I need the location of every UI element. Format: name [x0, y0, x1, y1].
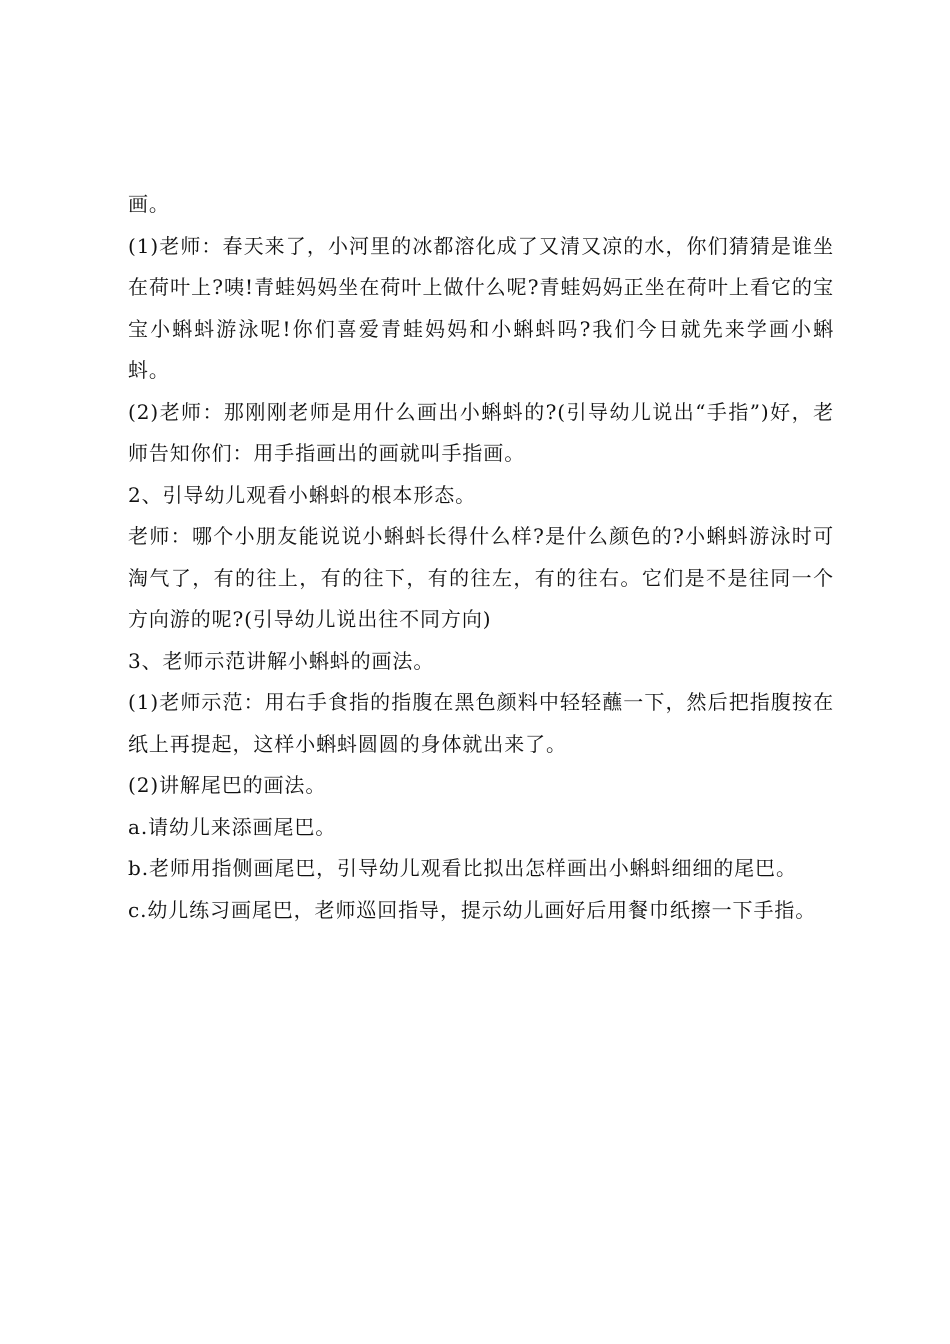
- paragraph-step-3-heading: 3、老师示范讲解小蝌蚪的画法。: [128, 648, 435, 673]
- paragraph-tail-method: (2)讲解尾巴的画法。: [128, 773, 327, 797]
- paragraph-teacher-intro: (1)老师：春天来了，小河里的冰都溶化成了又清又凉的水，你们猜猜是谁坐在荷叶上?咦!青蛙妈妈坐在荷叶上做什么呢?青蛙妈妈正坐在荷叶上看它的宝宝小蝌蚪游泳呢!你们喜爱青蛙妈妈和小蝌蚪吗?我们今日就先来学画小蝌蚪。: [128, 233, 834, 382]
- paragraph-tadpole-shape: 老师：哪个小朋友能说说小蝌蚪长得什么样?是什么颜色的?小蝌蚪游泳时可淘气了，有的往上，有的往下，有的往左，有的往右。它们是不是往同一个方向游的呢?(引导幼儿说出往不同方向): [128, 524, 834, 631]
- paragraph-item-c: c.幼儿练习画尾巴，老师巡回指导，提示幼儿画好后用餐巾纸擦一下手指。: [128, 897, 817, 922]
- paragraph-item-a: a.请幼儿来添画尾巴。: [128, 814, 337, 839]
- paragraph-continuation: 画。: [128, 192, 170, 216]
- document-body: [128, 184, 834, 931]
- paragraph-teacher-demo: (1)老师示范：用右手食指的指腹在黑色颜料中轻轻蘸一下，然后把指腹按在纸上再提起，这样小蝌蚪圆圆的身体就出来了。: [128, 690, 834, 756]
- paragraph-finger-painting: (2)老师：那刚刚老师是用什么画出小蝌蚪的?(引导幼儿说出“手指”)好，老师告知你们：用手指画出的画就叫手指画。: [128, 399, 834, 465]
- paragraph-step-2-heading: 2、引导幼儿观看小蝌蚪的根本形态。: [128, 482, 477, 507]
- paragraph-item-b: b.老师用指侧画尾巴，引导幼儿观看比拟出怎样画出小蝌蚪细细的尾巴。: [128, 856, 797, 880]
